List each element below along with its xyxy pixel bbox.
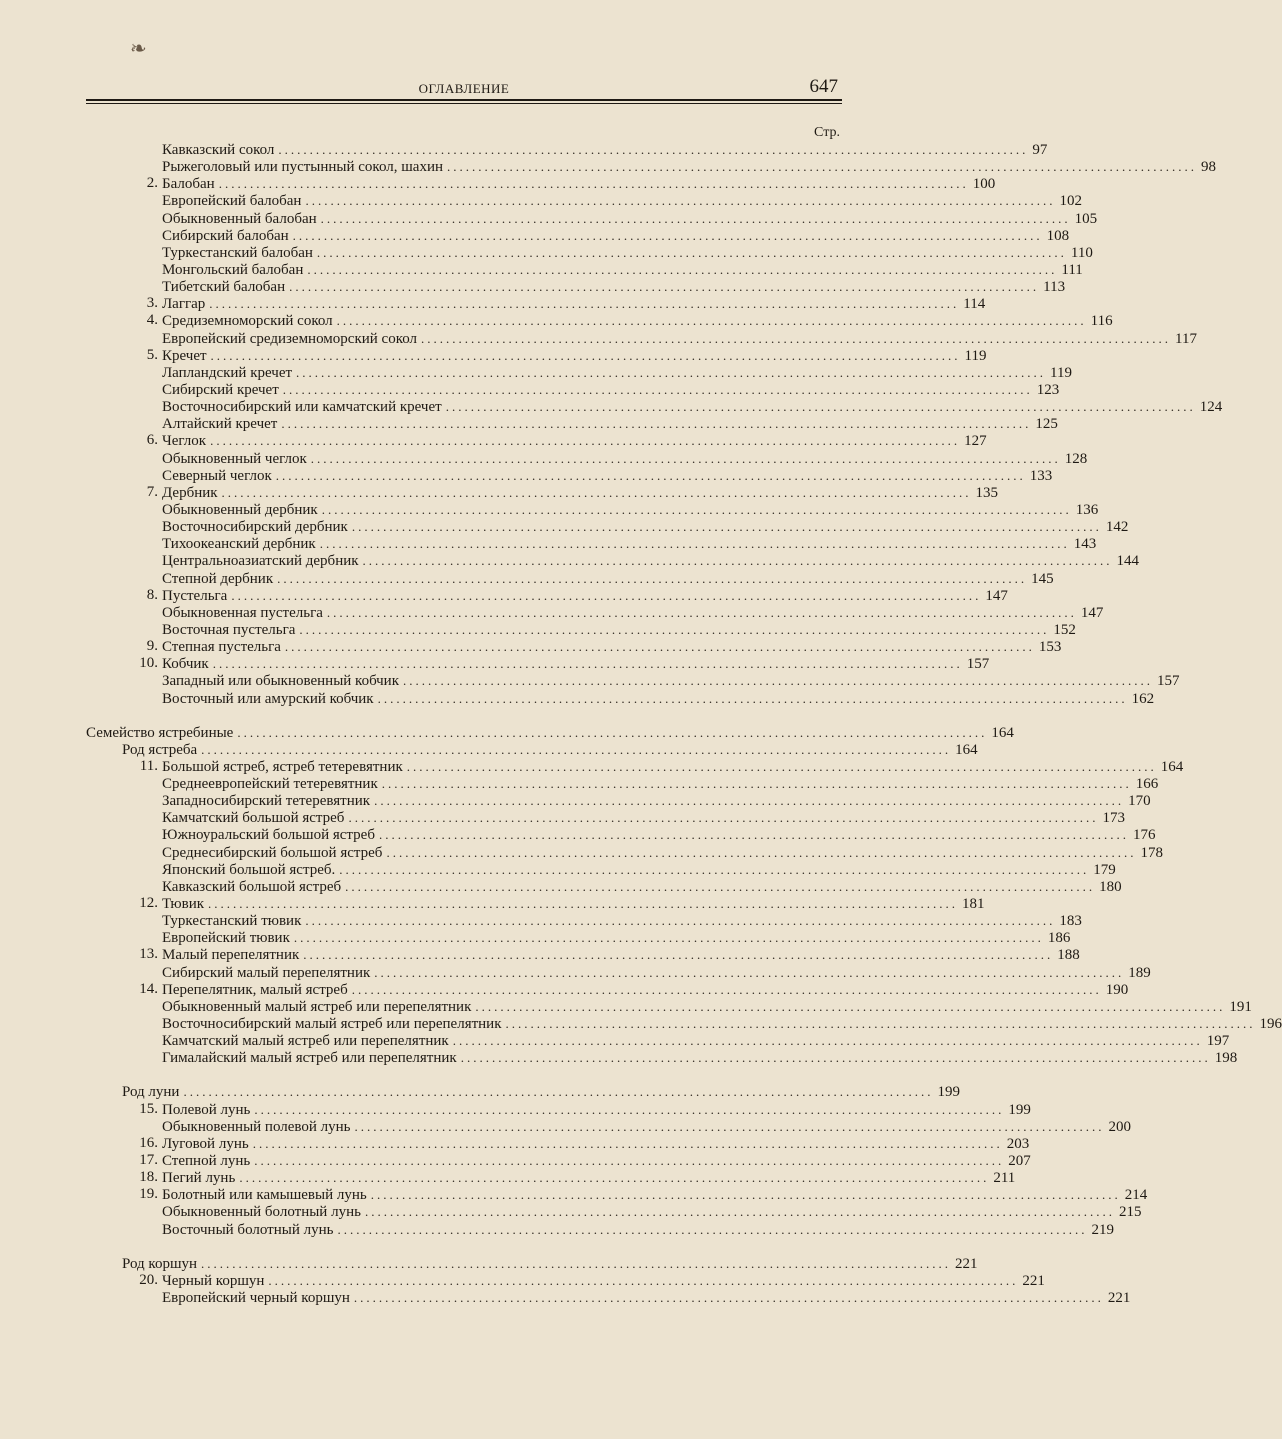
toc-entry-title: Кавказский сокол <box>162 142 275 158</box>
toc-entry-title: Среднеевропейский тетеревятник <box>162 776 378 793</box>
toc-entry-page: 124 <box>1199 399 1223 416</box>
toc-entry-page: 147 <box>1080 604 1104 621</box>
toc-entry-page: 127 <box>964 433 987 450</box>
toc-entry-page: 207 <box>1008 1153 1031 1170</box>
toc-entry <box>86 381 1060 398</box>
toc-entry <box>86 895 985 913</box>
dot-leader: ........................................................................................................................ <box>321 501 1072 517</box>
toc-entry <box>86 483 999 501</box>
dot-leader: ........................................................................................................................ <box>289 279 1040 295</box>
toc-entry-title: Луговой лунь <box>162 1135 249 1152</box>
toc-entry <box>86 535 1097 553</box>
dot-leader: ........................................................................................................................ <box>364 1204 1115 1220</box>
toc-entry-number: 10. <box>139 655 158 672</box>
dot-leader: ........................................................................................................................ <box>231 587 982 603</box>
toc-entry-number: 20. <box>139 1271 158 1288</box>
toc-entry-title: Восточносибирский малый ястреб или перепелятник <box>162 1016 502 1033</box>
dot-leader: ........................................................................................................................ <box>183 1084 934 1100</box>
dot-leader: ........................................................................................................................ <box>403 673 1153 689</box>
dot-leader: ........................................................................................................................ <box>320 210 1071 226</box>
toc-entry-title: Кавказский большой ястреб <box>162 878 342 895</box>
toc-entry-page: 152 <box>1053 621 1076 638</box>
toc-entry-number: 9. <box>146 638 158 655</box>
dot-leader: ........................................................................................................................ <box>353 1290 1104 1305</box>
toc-entry-number: 7. <box>146 483 158 500</box>
dot-leader: ........................................................................................................................ <box>305 193 1056 209</box>
toc-entry-title: Европейский балобан <box>162 193 302 210</box>
toc-entry-title: Балобан <box>162 176 215 193</box>
toc-entry-page: 128 <box>1064 450 1088 467</box>
toc-entry <box>86 312 1113 330</box>
toc-entry-title: Средиземноморский сокол <box>162 313 333 330</box>
toc-entry-title: Японский большой ястреб. <box>162 861 336 878</box>
dot-leader: ........................................................................................................................ <box>278 142 1029 157</box>
toc-entry <box>86 998 1252 1015</box>
toc-entry <box>86 1255 978 1272</box>
toc-entry-page: 105 <box>1074 210 1098 227</box>
toc-entry <box>86 964 1151 981</box>
toc-entry-page: 197 <box>1206 1033 1230 1050</box>
toc-entry <box>86 844 1163 861</box>
toc-entry-page: 199 <box>1008 1101 1031 1118</box>
dot-leader: ........................................................................................................................ <box>445 399 1196 415</box>
toc-entry-title: Дербник <box>162 484 218 501</box>
toc-entry <box>86 1169 1016 1187</box>
toc-entry <box>86 1203 1142 1221</box>
toc-entry <box>86 929 1071 947</box>
toc-entry-title: Кобчик <box>162 656 209 673</box>
toc-entry-title: Род луни <box>122 1084 180 1101</box>
toc-entry <box>86 346 987 364</box>
toc-entry-page: 97 <box>1032 142 1048 158</box>
toc-entry <box>86 655 990 673</box>
dot-leader: ........................................................................................................................ <box>299 621 1050 637</box>
dot-leader: ........................................................................................................................ <box>254 1153 1005 1169</box>
dot-leader: ........................................................................................................................ <box>281 416 1032 432</box>
dot-leader: ........................................................................................................................ <box>377 690 1128 706</box>
toc-entry <box>86 432 987 450</box>
toc-entry <box>86 1083 960 1101</box>
toc-entry-title: Степной дербник <box>162 570 274 587</box>
toc-entry-title: Род ястреба <box>122 741 198 758</box>
page-number: 647 <box>809 76 838 97</box>
toc-entry <box>86 1186 1148 1204</box>
dot-leader: ........................................................................................................................ <box>475 998 1226 1014</box>
dot-leader: ........................................................................................................................ <box>316 244 1067 260</box>
toc-entry-title: Восточный болотный лунь <box>162 1221 334 1238</box>
toc-entry <box>86 621 1076 638</box>
toc-entry-number: 13. <box>139 946 158 963</box>
toc-entry-page: 136 <box>1075 501 1099 518</box>
toc-entry <box>86 1015 1282 1033</box>
dot-leader: ........................................................................................................................ <box>201 741 952 757</box>
toc-entry <box>86 690 1155 707</box>
toc-entry-page: 173 <box>1102 810 1125 827</box>
dot-leader: ........................................................................................................................ <box>386 844 1137 860</box>
toc-entry-title: Туркестанский балобан <box>162 244 313 261</box>
toc-entry <box>86 809 1125 827</box>
dot-leader: ........................................................................................................................ <box>452 1033 1203 1049</box>
toc-entry-title: Степной лунь <box>162 1153 251 1170</box>
toc-entry-number: 12. <box>139 895 158 912</box>
toc-entry-title: Северный чеглок <box>162 467 272 484</box>
toc-entry-title: Туркестанский тювик <box>162 913 302 930</box>
toc-entry <box>86 192 1082 210</box>
dot-leader: ........................................................................................................................ <box>339 861 1090 877</box>
toc-entry-title: Западный или обыкновенный кобчик <box>162 673 399 690</box>
toc-entry-page: 164 <box>1160 758 1184 775</box>
dot-leader: ........................................................................................................................ <box>221 484 972 500</box>
toc-entry-title: Род коршун <box>122 1255 198 1272</box>
toc-entry-page: 203 <box>1006 1135 1030 1152</box>
dot-leader: ........................................................................................................................ <box>201 1255 952 1271</box>
toc-entry <box>86 141 1048 158</box>
toc-entry <box>86 278 1066 296</box>
toc-entry-title: Степная пустельга <box>162 639 281 656</box>
dot-leader: ........................................................................................................................ <box>292 227 1043 243</box>
dot-leader: ........................................................................................................................ <box>212 656 963 672</box>
toc-entry <box>86 775 1159 793</box>
toc-entry-number: 18. <box>139 1169 158 1186</box>
toc-list <box>86 141 1282 1306</box>
toc-entry <box>86 1134 1030 1152</box>
toc-entry <box>86 826 1156 844</box>
dot-leader: ........................................................................................................................ <box>210 433 961 449</box>
dot-leader: ........................................................................................................................ <box>381 776 1132 792</box>
dot-leader: ........................................................................................................................ <box>303 947 1054 963</box>
toc-entry-title: Семейство ястребиные <box>86 724 234 741</box>
toc-entry-page: 164 <box>955 741 978 758</box>
toc-entry-title: Восточносибирский или камчатский кречет <box>162 399 442 416</box>
toc-entry-page: 133 <box>1029 467 1053 484</box>
toc-entry-title: Пустельга <box>162 587 228 604</box>
toc-entry <box>86 1152 1031 1170</box>
toc-entry <box>86 792 1151 810</box>
toc-entry <box>86 330 1197 347</box>
toc-entry-title: Перепелятник, малый ястреб <box>162 981 348 998</box>
toc-entry-page: 123 <box>1036 381 1060 398</box>
toc-entry-page: 100 <box>972 176 996 193</box>
toc-entry <box>86 1049 1238 1067</box>
toc-entry-page: 190 <box>1105 981 1129 998</box>
dot-leader: ........................................................................................................................ <box>310 450 1061 466</box>
toc-entry-page: 142 <box>1105 519 1129 536</box>
dot-leader: ........................................................................................................................ <box>337 1221 1088 1237</box>
toc-entry-page: 170 <box>1128 793 1151 810</box>
toc-entry-number: 17. <box>139 1152 158 1169</box>
toc-entry <box>86 227 1070 244</box>
toc-entry-title: Восточная пустельга <box>162 621 296 638</box>
toc-entry-page: 153 <box>1038 639 1062 656</box>
toc-entry-title: Восточносибирский дербник <box>162 519 348 536</box>
toc-entry-title: Обыкновенный малый ястреб или перепелятник <box>162 998 472 1015</box>
toc-entry-title: Обыкновенный полевой лунь <box>162 1118 351 1135</box>
toc-entry <box>86 501 1099 518</box>
toc-entry-title: Лаггар <box>162 296 206 313</box>
toc-entry-title: Обыкновенный чеглок <box>162 450 307 467</box>
toc-entry-page: 117 <box>1175 330 1197 347</box>
toc-entry-title: Тибетский балобан <box>162 279 286 296</box>
toc-entry-title: Обыкновенный дербник <box>162 501 318 518</box>
toc-entry <box>86 1289 1131 1306</box>
dot-leader: ........................................................................................................................ <box>447 159 1198 175</box>
toc-entry-page: 221 <box>955 1255 978 1272</box>
running-header <box>86 72 842 106</box>
header-rule-thin <box>86 103 842 104</box>
toc-entry-page: 98 <box>1201 159 1217 176</box>
toc-entry <box>86 570 1054 587</box>
dot-leader: ........................................................................................................................ <box>275 467 1026 483</box>
toc-entry <box>86 261 1083 278</box>
dot-leader: ........................................................................................................................ <box>209 296 960 312</box>
dot-leader: ........................................................................................................................ <box>351 981 1102 997</box>
toc-entry-page: 116 <box>1090 313 1113 330</box>
toc-entry-page: 189 <box>1128 964 1151 981</box>
toc-entry <box>86 1221 1114 1238</box>
toc-entry-page: 179 <box>1093 861 1116 878</box>
toc-entry-number: 8. <box>146 586 158 603</box>
dot-leader: ........................................................................................................................ <box>218 176 969 192</box>
toc-entry-page: 125 <box>1035 416 1058 433</box>
toc-entry-title: Европейский тювик <box>162 930 290 947</box>
toc-entry-page: 111 <box>1061 261 1083 278</box>
dot-leader: ........................................................................................................................ <box>296 364 1047 380</box>
dot-leader: ........................................................................................................................ <box>336 313 1087 329</box>
toc-entry-title: Полевой лунь <box>162 1101 251 1118</box>
toc-entry-number: 16. <box>139 1134 158 1151</box>
toc-entry-title: Гималайский малый ястреб или перепелятник <box>162 1050 457 1067</box>
toc-entry-title: Алтайский кречет <box>162 416 278 433</box>
toc-entry <box>86 175 996 193</box>
toc-entry-page: 221 <box>1022 1272 1045 1289</box>
toc-entry <box>86 980 1129 998</box>
dot-leader: ........................................................................................................................ <box>348 810 1099 826</box>
toc-entry-page: 183 <box>1059 913 1082 930</box>
toc-entry-title: Сибирский балобан <box>162 227 289 244</box>
dot-leader: ........................................................................................................................ <box>305 913 1056 929</box>
toc-entry-page: 219 <box>1091 1221 1114 1238</box>
toc-entry-title: Южноуральский большой ястреб <box>162 827 375 844</box>
toc-entry-title: Лапландский кречет <box>162 364 293 381</box>
toc-entry <box>86 364 1072 381</box>
toc-entry <box>86 757 1184 775</box>
toc-entry-title: Малый перепелятник <box>162 947 300 964</box>
toc-entry-page: 199 <box>937 1084 960 1101</box>
dot-leader: ........................................................................................................................ <box>326 604 1077 620</box>
toc-entry-page: 135 <box>975 484 999 501</box>
toc-entry-page: 198 <box>1214 1050 1238 1067</box>
toc-entry-title: Европейский средиземноморский сокол <box>162 330 418 347</box>
toc-entry-page: 143 <box>1073 536 1097 553</box>
toc-entry <box>86 1271 1045 1289</box>
toc-entry-page: 178 <box>1140 844 1163 861</box>
toc-entry <box>86 672 1180 690</box>
dot-leader: ........................................................................................................................ <box>374 793 1125 809</box>
dot-leader: ........................................................................................................................ <box>307 261 1058 277</box>
toc-entry-title: Тювик <box>162 896 205 913</box>
toc-entry-page: 191 <box>1229 998 1252 1015</box>
dot-leader: ........................................................................................................................ <box>254 1101 1005 1117</box>
toc-entry-page: 145 <box>1031 570 1054 587</box>
toc-entry-page: 166 <box>1135 776 1159 793</box>
toc-entry-title: Европейский черный коршун <box>162 1290 350 1306</box>
dot-leader: ........................................................................................................................ <box>252 1135 1003 1151</box>
toc-entry-title: Камчатский большой ястреб <box>162 810 345 827</box>
toc-entry-title: Рыжеголовый или пустынный сокол, шахин <box>162 159 444 176</box>
toc-entry-number: 2. <box>146 175 158 192</box>
toc-entry-number: 5. <box>146 346 158 363</box>
toc-entry-page: 147 <box>985 587 1008 604</box>
toc-entry-page: 110 <box>1070 244 1093 261</box>
dot-leader: ........................................................................................................................ <box>354 1118 1105 1134</box>
page-column-label: Стр. <box>814 125 840 140</box>
toc-entry-title: Чеглок <box>162 433 207 450</box>
toc-entry-page: 157 <box>966 656 990 673</box>
dot-leader: ........................................................................................................................ <box>239 1170 990 1186</box>
dot-leader: ........................................................................................................................ <box>351 519 1102 535</box>
toc-entry-title: Монгольский балобан <box>162 261 304 278</box>
toc-entry-page: 180 <box>1099 878 1122 895</box>
dot-leader: ........................................................................................................................ <box>293 930 1044 946</box>
toc-entry-title: Обыкновенная пустельга <box>162 604 323 621</box>
toc-entry <box>86 878 1122 895</box>
toc-entry-number: 15. <box>139 1100 158 1117</box>
toc-entry <box>86 518 1129 536</box>
toc-entry <box>86 586 1008 604</box>
dot-leader: ........................................................................................................................ <box>345 878 1096 894</box>
toc-entry-title: Среднесибирский большой ястреб <box>162 844 383 861</box>
dot-leader: ........................................................................................................................ <box>268 1272 1019 1288</box>
dot-leader: ........................................................................................................................ <box>362 553 1113 569</box>
toc-entry-title: Западносибирский тетеревятник <box>162 793 371 810</box>
toc-entry <box>86 724 1014 741</box>
toc-entry <box>86 398 1223 416</box>
toc-entry <box>86 552 1140 570</box>
toc-entry <box>86 912 1082 930</box>
header-rule <box>86 99 842 101</box>
dot-leader: ........................................................................................................................ <box>406 758 1157 774</box>
toc-entry-title: Черный коршун <box>162 1272 265 1289</box>
toc-entry-title: Пегий лунь <box>162 1170 236 1187</box>
margin-mark-icon: ❧ <box>130 38 147 60</box>
toc-entry <box>86 604 1104 621</box>
dot-leader: ........................................................................................................................ <box>284 639 1035 655</box>
header-title: ОГЛАВЛЕНИЕ <box>418 81 510 96</box>
dot-leader: ........................................................................................................................ <box>370 1187 1121 1203</box>
toc-entry-page: 102 <box>1059 193 1082 210</box>
dot-leader: ........................................................................................................................ <box>421 330 1172 346</box>
dot-leader: ........................................................................................................................ <box>237 724 988 740</box>
dot-leader: ........................................................................................................................ <box>460 1050 1211 1066</box>
toc-entry-number: 14. <box>139 980 158 997</box>
dot-leader: ........................................................................................................................ <box>505 1016 1256 1032</box>
dot-leader: ........................................................................................................................ <box>282 381 1033 397</box>
toc-entry <box>86 295 986 313</box>
toc-entry <box>86 450 1088 467</box>
dot-leader: ........................................................................................................................ <box>210 347 961 363</box>
toc-entry-page: 214 <box>1124 1187 1148 1204</box>
toc-entry-title: Тихоокеанский дербник <box>162 536 316 553</box>
toc-entry <box>86 946 1080 964</box>
toc-entry-page: 119 <box>964 347 987 364</box>
toc-entry <box>86 638 1062 656</box>
toc-entry-number: 4. <box>146 312 158 329</box>
toc-entry-title: Сибирский кречет <box>162 381 279 398</box>
toc-entry-title: Обыкновенный балобан <box>162 210 317 227</box>
toc-entry <box>86 861 1116 878</box>
dot-leader: ........................................................................................................................ <box>319 536 1070 552</box>
toc-entry-title: Болотный или камышевый лунь <box>162 1187 367 1204</box>
toc-entry <box>86 467 1053 484</box>
toc-entry-title: Сибирский малый перепелятник <box>162 964 371 981</box>
toc-entry <box>86 158 1217 176</box>
toc-entry <box>86 1100 1031 1118</box>
toc-entry-page: 114 <box>963 296 986 313</box>
toc-entry-page: 119 <box>1050 364 1072 381</box>
toc-entry-page: 186 <box>1047 930 1071 947</box>
toc-entry <box>86 1118 1132 1135</box>
toc-entry-page: 200 <box>1108 1118 1132 1135</box>
dot-leader: ........................................................................................................................ <box>378 827 1129 843</box>
toc-entry <box>86 741 978 758</box>
toc-entry-page: 176 <box>1132 827 1156 844</box>
toc-entry-title: Обыкновенный болотный лунь <box>162 1204 361 1221</box>
toc-entry <box>86 244 1093 261</box>
toc-entry-title: Восточный или амурский кобчик <box>162 690 374 707</box>
toc-entry-page: 164 <box>991 724 1014 741</box>
toc-entry-number: 19. <box>139 1186 158 1203</box>
toc-entry-title: Большой ястреб, ястреб тетеревятник <box>162 758 403 775</box>
toc-entry-page: 215 <box>1118 1204 1142 1221</box>
toc-entry-page: 144 <box>1116 553 1140 570</box>
toc-entry-number: 6. <box>146 432 158 449</box>
toc-entry <box>86 415 1058 433</box>
toc-entry-title: Центральноазиатский дербник <box>162 553 359 570</box>
toc-entry-page: 157 <box>1157 673 1180 690</box>
dot-leader: ........................................................................................................................ <box>277 570 1028 586</box>
toc-entry-page: 211 <box>993 1170 1016 1187</box>
toc-entry-page: 221 <box>1107 1290 1131 1306</box>
toc-entry-page: 188 <box>1057 947 1080 964</box>
toc-entry-title: Кречет <box>162 347 207 364</box>
toc-entry <box>86 210 1098 227</box>
toc-entry-page: 196 <box>1259 1016 1282 1033</box>
toc-entry-page: 113 <box>1043 279 1066 296</box>
toc-entry-number: 3. <box>146 295 158 312</box>
toc-entry-page: 108 <box>1046 227 1070 244</box>
toc-entry-title: Камчатский малый ястреб или перепелятник <box>162 1033 449 1050</box>
toc-entry-page: 162 <box>1131 690 1155 707</box>
table-of-contents <box>86 124 1282 1306</box>
toc-entry-number: 11. <box>139 757 158 774</box>
dot-leader: ........................................................................................................................ <box>208 896 959 912</box>
dot-leader: ........................................................................................................................ <box>374 964 1125 980</box>
toc-entry-page: 181 <box>962 896 985 913</box>
toc-entry <box>86 1032 1230 1050</box>
